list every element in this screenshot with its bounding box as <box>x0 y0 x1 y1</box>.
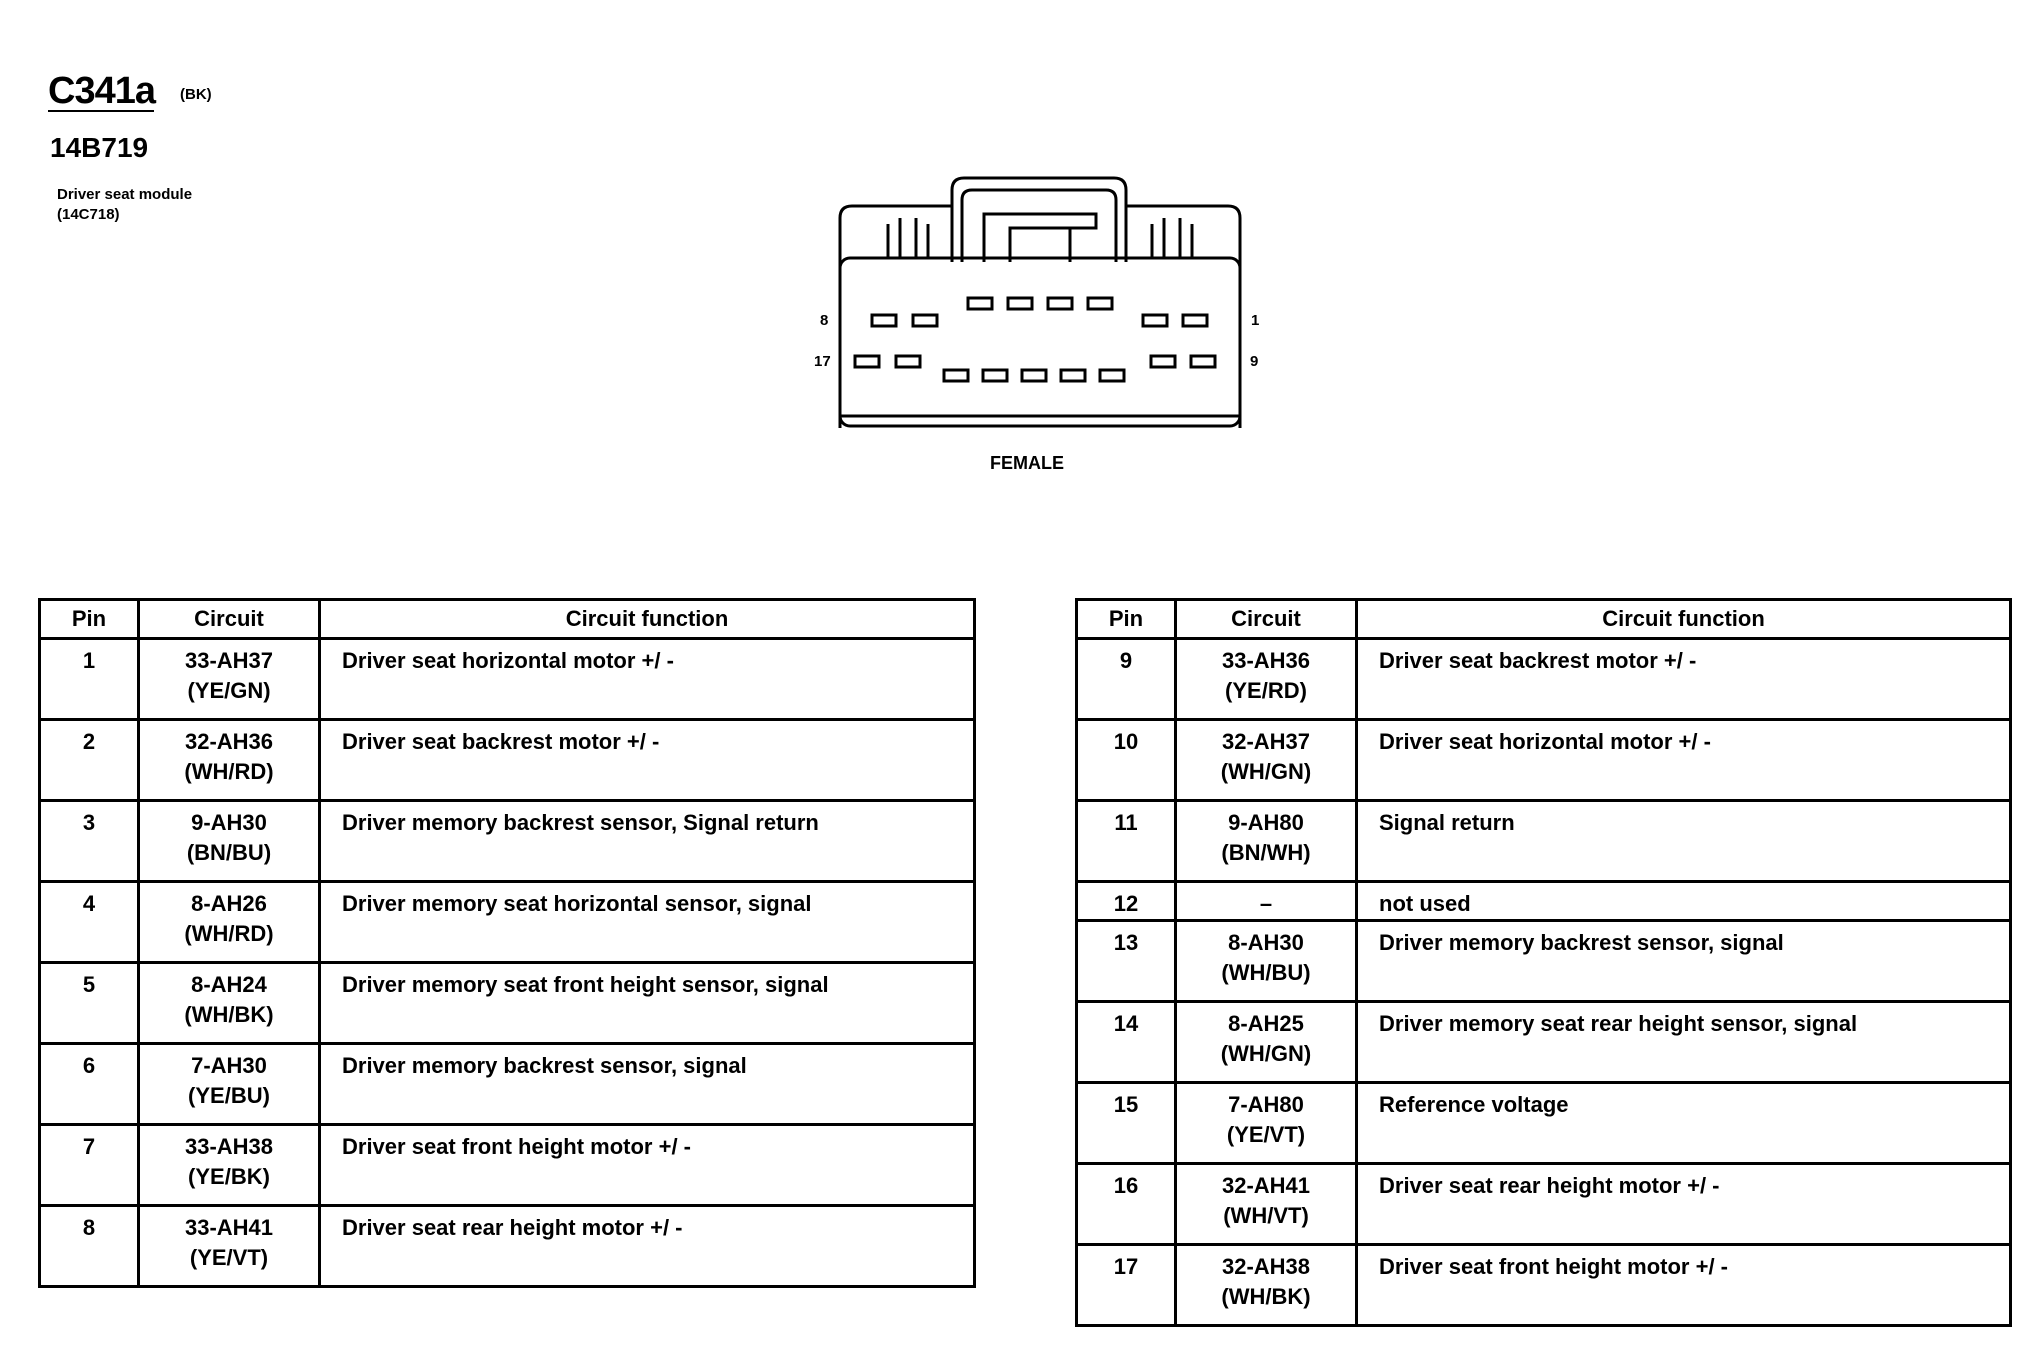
pin-number: 9 <box>1077 639 1176 720</box>
wire-color: (BN/BU) <box>186 840 272 865</box>
circuit-code: 33-AH36 <box>1221 648 1311 673</box>
circuit-cell <box>1176 921 1357 1002</box>
circuit-code: – <box>1259 891 1273 916</box>
circuit-cell <box>1176 1245 1357 1326</box>
table-row <box>1077 1083 2011 1164</box>
table-row <box>40 1206 975 1287</box>
circuit-code: 33-AH41 <box>184 1215 274 1240</box>
circuit-function: Driver seat front height motor +/ - <box>320 1125 975 1206</box>
circuit-code: 32-AH38 <box>1221 1254 1311 1279</box>
wire-color: (WH/GN) <box>1220 1041 1312 1066</box>
circuit-cell <box>139 720 320 801</box>
connector-id-underline <box>48 110 154 112</box>
pin-number: 16 <box>1077 1164 1176 1245</box>
header-circuit: Circuit <box>1176 600 1357 639</box>
pin-number: 10 <box>1077 720 1176 801</box>
header-circuit: Circuit <box>139 600 320 639</box>
cavity-8 <box>872 315 896 326</box>
circuit-function: Driver memory backrest sensor, signal <box>1357 921 2011 1002</box>
wire-color: (WH/GN) <box>1220 759 1312 784</box>
cavity-9 <box>1191 356 1215 367</box>
table-row <box>40 1044 975 1125</box>
circuit-function: Signal return <box>1357 801 2011 882</box>
pin-number: 15 <box>1077 1083 1176 1164</box>
table-row <box>1077 882 2011 921</box>
circuit-function: Driver memory seat horizontal sensor, signal <box>320 882 975 963</box>
pin-number: 1 <box>40 639 139 720</box>
header-pin: Pin <box>1077 600 1176 639</box>
circuit-function: Driver seat rear height motor +/ - <box>1357 1164 2011 1245</box>
part-number: 14B719 <box>50 132 149 163</box>
pin-number: 6 <box>40 1044 139 1125</box>
circuit-code: 7-AH30 <box>191 1053 267 1078</box>
pin-number: 11 <box>1077 801 1176 882</box>
circuit-function: Driver seat backrest motor +/ - <box>320 720 975 801</box>
circuit-function: Driver memory backrest sensor, signal <box>320 1044 975 1125</box>
circuit-cell <box>1176 720 1357 801</box>
component-code: (14C718) <box>57 206 120 223</box>
circuit-cell <box>1176 801 1357 882</box>
connector-color-code: (BK) <box>180 86 212 103</box>
wire-color: (WH/RD) <box>184 921 274 946</box>
circuit-code: 8-AH25 <box>1228 1011 1304 1036</box>
table-row <box>1077 1002 2011 1083</box>
circuit-function: Driver seat horizontal motor +/ - <box>320 639 975 720</box>
circuit-code: 33-AH37 <box>184 648 274 673</box>
header-circuit-function: Circuit function <box>320 600 975 639</box>
connector-id: C341a <box>48 70 155 112</box>
pin-table-right <box>1075 598 2012 1327</box>
circuit-function: Driver memory seat front height sensor, signal <box>320 963 975 1044</box>
circuit-code: 7-AH80 <box>1228 1092 1304 1117</box>
wire-color: (WH/BK) <box>1221 1284 1311 1309</box>
circuit-code: 32-AH41 <box>1221 1173 1311 1198</box>
wire-color: (WH/RD) <box>184 759 274 784</box>
circuit-code: 9-AH80 <box>1228 810 1304 835</box>
table-row <box>1077 639 2011 720</box>
pin-number: 14 <box>1077 1002 1176 1083</box>
circuit-cell <box>1176 882 1357 921</box>
table-row <box>40 639 975 720</box>
circuit-cell <box>1176 1164 1357 1245</box>
connector-gender-label: FEMALE <box>990 453 1064 473</box>
face-label-top-left: 8 <box>820 312 829 329</box>
circuit-cell <box>1176 639 1357 720</box>
circuit-cell <box>139 1206 320 1287</box>
pin-number: 5 <box>40 963 139 1044</box>
circuit-cell <box>139 639 320 720</box>
table-header-row <box>40 600 975 639</box>
circuit-code: 8-AH24 <box>191 972 267 997</box>
table-header-row <box>1077 600 2011 639</box>
circuit-cell <box>1176 1083 1357 1164</box>
wire-color: (YE/BU) <box>188 1083 270 1108</box>
face-label-top-right: 1 <box>1251 312 1260 329</box>
component-name: Driver seat module <box>57 186 193 203</box>
wire-color: (WH/BU) <box>1221 960 1311 985</box>
face-label-bottom-right: 9 <box>1250 353 1259 370</box>
circuit-code: 33-AH38 <box>184 1134 274 1159</box>
table-row <box>40 882 975 963</box>
cavity-1 <box>1183 315 1207 326</box>
header-circuit-function: Circuit function <box>1357 600 2011 639</box>
wire-color: (YE/VT) <box>189 1245 269 1270</box>
connector-face-diagram <box>800 170 1280 440</box>
wire-color: (YE/RD) <box>1225 678 1307 703</box>
circuit-function: Reference voltage <box>1357 1083 2011 1164</box>
circuit-function: Driver memory backrest sensor, Signal return <box>320 801 975 882</box>
pin-number: 4 <box>40 882 139 963</box>
table-row <box>1077 1164 2011 1245</box>
wire-color: (YE/BK) <box>188 1164 270 1189</box>
wire-color: (WH/BK) <box>184 1002 274 1027</box>
circuit-code: 8-AH30 <box>1228 930 1304 955</box>
wire-color: (WH/VT) <box>1223 1203 1309 1228</box>
pin-number: 7 <box>40 1125 139 1206</box>
pin-number: 2 <box>40 720 139 801</box>
pin-number: 13 <box>1077 921 1176 1002</box>
circuit-function: Driver seat front height motor +/ - <box>1357 1245 2011 1326</box>
circuit-function: Driver seat horizontal motor +/ - <box>1357 720 2011 801</box>
wire-color: (YE/GN) <box>187 678 271 703</box>
circuit-cell <box>139 1125 320 1206</box>
circuit-function: not used <box>1357 882 2011 921</box>
header-pin: Pin <box>40 600 139 639</box>
table-row <box>40 801 975 882</box>
cavity-17 <box>855 356 879 367</box>
circuit-cell <box>139 1044 320 1125</box>
circuit-code: 8-AH26 <box>191 891 267 916</box>
circuit-cell <box>139 882 320 963</box>
circuit-function: Driver seat rear height motor +/ - <box>320 1206 975 1287</box>
circuit-function: Driver seat backrest motor +/ - <box>1357 639 2011 720</box>
pin-number: 17 <box>1077 1245 1176 1326</box>
circuit-cell <box>139 801 320 882</box>
circuit-code: 9-AH30 <box>191 810 267 835</box>
table-row <box>40 963 975 1044</box>
pin-number: 12 <box>1077 882 1176 921</box>
table-row <box>40 720 975 801</box>
table-row <box>1077 720 2011 801</box>
circuit-code: 32-AH37 <box>1221 729 1311 754</box>
face-label-bottom-left: 17 <box>814 353 831 370</box>
table-row <box>1077 921 2011 1002</box>
table-row <box>40 1125 975 1206</box>
circuit-code: 32-AH36 <box>184 729 274 754</box>
table-row <box>1077 1245 2011 1326</box>
pin-table-left <box>38 598 976 1288</box>
pin-number: 8 <box>40 1206 139 1287</box>
table-row <box>1077 801 2011 882</box>
wire-color: (BN/WH) <box>1221 840 1311 865</box>
circuit-cell <box>1176 1002 1357 1083</box>
pin-number: 3 <box>40 801 139 882</box>
wire-color: (YE/VT) <box>1226 1122 1306 1147</box>
circuit-function: Driver memory seat rear height sensor, signal <box>1357 1002 2011 1083</box>
circuit-cell <box>139 963 320 1044</box>
